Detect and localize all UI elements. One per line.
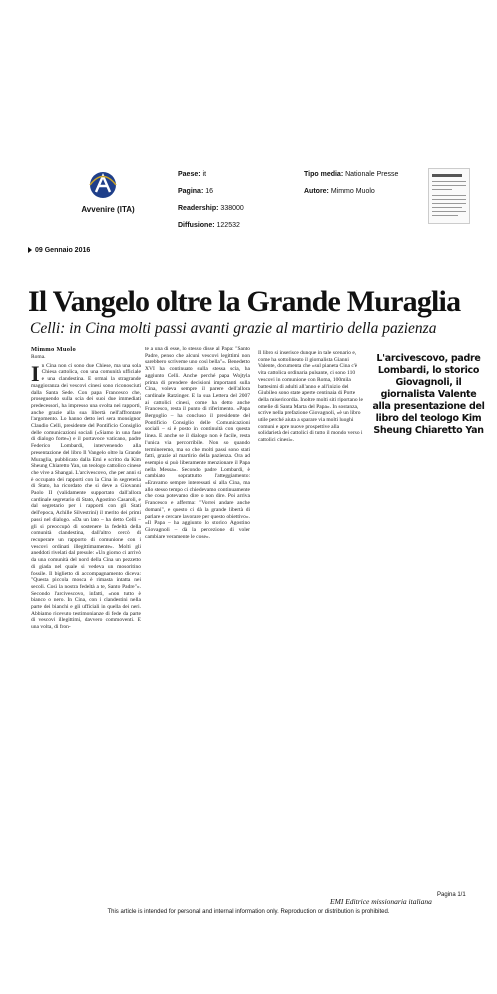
date-arrow-icon: [28, 247, 32, 253]
article-column-2: te a una di esse, lo stesso disse al Papa: "Santo Padre, penso che alcuni vescovi legittimi non sarebbero scriveme uno così bella"». Benedetto XVI ha continuato sulla stessa scia, ha aggiunto Celli. Anche perché papa Wojtyla prima di prendere decisioni importanti sulla Cina, voleva sempre il parere dell'allora cardinale Ratzinger. E la sua Lettera del 2007 ai cattolici cinesi, come ha detto anche Francesco, resta il punto di riferimento. «Papa Bergoglio – ha concluso il presidente del Pontificio Consiglio delle Comunicazioni sociali – si è posto in continuità con questa linea. E anche se il dialogo non è facile, resta l'unica via percorribile. Non so quando termineremo, ma so che molti passi sono stati fatti, grazie al martirio della pazienza. Ora ad esempio si può liberamente menzionare il Papa nella Messa». Secondo padre Lombardi, è cambiato soprattutto l'atteggiamento: «Eravamo sempre interessati sì alla Cina, ma allo stesso tempo ci chiedevamo continuamente che cosa potevamo dire o non dire. Poi arriva Francesco e afferma: "Vorrei andare anche domani", e questo ci dà la grande libertà di parlare e cercare lavorare per questo obiettivo». «Il Papa – ha aggiunto lo storico Agostino Giovagnoli – dà la percezione di voler cambiare veramente le cose».: [145, 346, 250, 540]
meta-page: Pagina: 16: [178, 188, 214, 195]
meta-readership: Readership: 338000: [178, 205, 244, 212]
article-date: 09 Gennaio 2016: [28, 247, 90, 254]
pull-quote: L'arcivescovo, padre Lombardi, lo storico Giovagnoli, il giornalista Valente alla presentazione del libro del teologo Kim Sheung Chiaretto Yan: [372, 353, 485, 436]
column-1-text: n Cina non ci sono due Chiese, ma una sola Chiesa cattolica, con una comunità ufficiale e una clandestina. E ormai la stragrande maggioranza dei vescovi cinesi sono riconosciuti dalla Santa Sede. Con papa Francesco che, proseguendo sulla scia dei suoi due immediati predecessori, ha impresso una svolta nei rapporti, anche grazie alla sua libertà nell'affrontare l'argomento. Lo hanno detto ieri sera monsignor Claudio Celli, presidente del Pontificio Consiglio delle comunicazioni sociali («Siamo in una fase di dialogo forte») e il portavoce vaticano, padre Federico Lombardi, intervenendo alla presentazione del libro Il Vangelo oltre la Grande Muraglia, pubblicato dalla Emi e scritto da Kim Sheung Chiaretto Yan, un teologo cattolico cinese che vive a Shangai. L'arcivescovo, che per anni si è occupato dei rapporti con la Cina in segreteria di Stato, ha ricordato che si deve a Giovanni Paolo II (validamente supportato dall'allora cardinale segretario di Stato, Agostino Casaroli, e dal segretario per i rapporti con gli Stati dell'epoca, Achille Silvestrini) il merito dei primi passi nel dialogo. «Da un lato – ha detto Celli – gli si preoccupò di sostenere la fedeltà della comunità clandestina, dall'altro cercò di recuperare un rapporto di comunione con i vescovi ordinati illegittimamente». Molti gli aneddoti rivelati dal presule: «Un giorno ci arrivò da una comunità del nord della Cina un pezzetto di giada nel quale si vedeva un mosoritino fossile. Il biglietto di accompagnamento diceva: "Questa piccola mosca è rimasta intatta nei secoli. Così la nostra fedeltà a te, Santo Padre"». Secondo l'arcivescovo, infatti, «non tutto è bianco o nero. In Cina, con i clandestini nella parte dei bianchi e gli ufficiali in quella dei neri. Abbiamo ricevuto testimonianze di fede da parte di vescovi illegittimi, davvero commoventi. E una volta, di fron-: [31, 362, 141, 631]
meta-distribution: Diffusione: 122532: [178, 222, 240, 229]
page-counter: Pagina 1/1: [437, 892, 466, 898]
dateline: Roma.: [31, 354, 46, 360]
byline: Mimmo Muolo: [31, 346, 77, 353]
publisher-name: EMI Editrice missionaria italiana: [330, 897, 432, 906]
dropcap: I: [31, 360, 40, 386]
headline: Il Vangelo oltre la Grande Muraglia: [28, 285, 461, 318]
page-thumbnail: [428, 168, 470, 224]
avvenire-logo-icon: [85, 170, 121, 200]
article-column-1: [31, 354, 141, 631]
meta-country: Paese: it: [178, 171, 207, 178]
disclaimer: This article is intended for personal and internal information only. Reproduction or distribution is prohibited.: [107, 909, 390, 915]
publication-name: Avvenire (ITA): [81, 205, 135, 214]
subheadline: Celli: in Cina molti passi avanti grazie al martirio della pazienza: [30, 320, 437, 337]
meta-author: Autore: Mimmo Muolo: [304, 188, 375, 195]
article-column-3: Il libro si inserisce dunque in tale scenario e, come ha sottolineato il giornalista Gianni Valente, documenta che «sul pianeta Cina c'è vita cattolica ordinaria pulsante, ci sono 110 vescovi in comunione con Roma, 100mila battesimi di adulti all'anno e all'inizio del Giubileo sono state aperte centinaia di Porte della misericordia. Inoltre molti siti riportano le omelie di Santa Marta del Papa». In sostanza, scrive nella prefazione Giovagnoli, «è un libro utile perché aiuta a sparare via molti luoghi comuni e apre nuove prospettive alla solidarietà dei cattolici di tutto il mondo verso i cattolici cinesi».: [258, 350, 363, 444]
meta-media-type: Tipo media: Nationale Presse: [304, 171, 399, 178]
